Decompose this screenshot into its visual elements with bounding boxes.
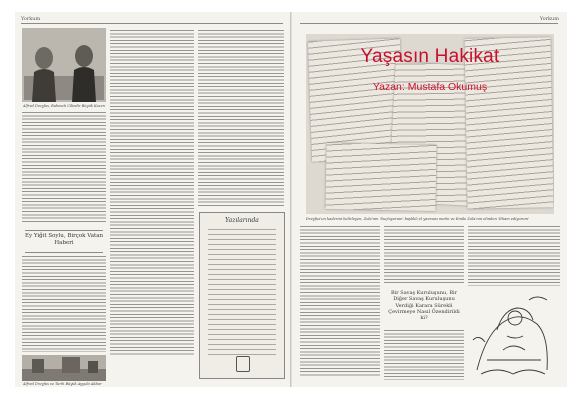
manuscript-sheet bbox=[325, 143, 436, 211]
left-page bbox=[15, 12, 291, 387]
emblem-icon bbox=[236, 356, 250, 372]
body-text-column bbox=[22, 112, 106, 224]
pullquote-rule-bottom bbox=[25, 252, 103, 253]
pullquote-rule-top bbox=[25, 230, 103, 231]
portrait-illustration bbox=[22, 28, 106, 102]
engraving-illustration bbox=[467, 290, 559, 380]
manuscript-image bbox=[306, 34, 554, 214]
article-headline: Yaşasın Hakikat bbox=[360, 46, 500, 67]
sidebar-box bbox=[199, 212, 285, 379]
pull-quote: Ey Yiğit Soylu, Birçok Vatan Haberi bbox=[24, 233, 104, 246]
street-scene-illustration bbox=[22, 355, 106, 381]
header-rule bbox=[300, 23, 558, 24]
running-head-left: Yorkum bbox=[21, 16, 41, 22]
portrait-caption: Alfred Dreyfus, Rahmeti Cilindir Büyük Kuzen bbox=[23, 104, 105, 108]
body-text-column bbox=[110, 30, 194, 355]
magazine-spread bbox=[15, 12, 567, 387]
bottom-photo bbox=[22, 355, 106, 381]
body-text-column bbox=[198, 30, 284, 208]
article-pull-quote: Bir Savaş Kuruluşunu, Bir Diğer Savaş Kuruluşunu Verdiği Karara Sürekli Çevirmeye Nasıl Özendirildi ki? bbox=[388, 290, 460, 321]
running-head-right: Yorkum bbox=[539, 16, 559, 22]
sidebar-box-text bbox=[208, 229, 276, 356]
body-text-column bbox=[384, 330, 464, 380]
article-byline: Yazan: Mustafa Okumuş bbox=[372, 81, 488, 93]
body-text-column bbox=[300, 226, 380, 376]
portrait-photo bbox=[22, 28, 106, 102]
body-text-column bbox=[468, 226, 560, 286]
body-text-column bbox=[384, 226, 464, 284]
bottom-photo-caption: Alfred Dreyfus ve Tarih Büyük Ayyubi Akbar bbox=[23, 382, 102, 386]
right-page bbox=[292, 12, 567, 387]
sidebar-box-title: Yazılarında bbox=[225, 217, 259, 224]
manuscript-caption: Dreyfus'un kaderini belirleyen, Zola'nın 'Suçluyorum' başlıklı el yazması metin ve Emile Zola'nın elinden 'İtham ediyorum' bbox=[306, 217, 529, 221]
header-rule bbox=[21, 23, 283, 24]
body-text-column bbox=[22, 256, 106, 352]
caricature-engraving bbox=[467, 290, 559, 380]
